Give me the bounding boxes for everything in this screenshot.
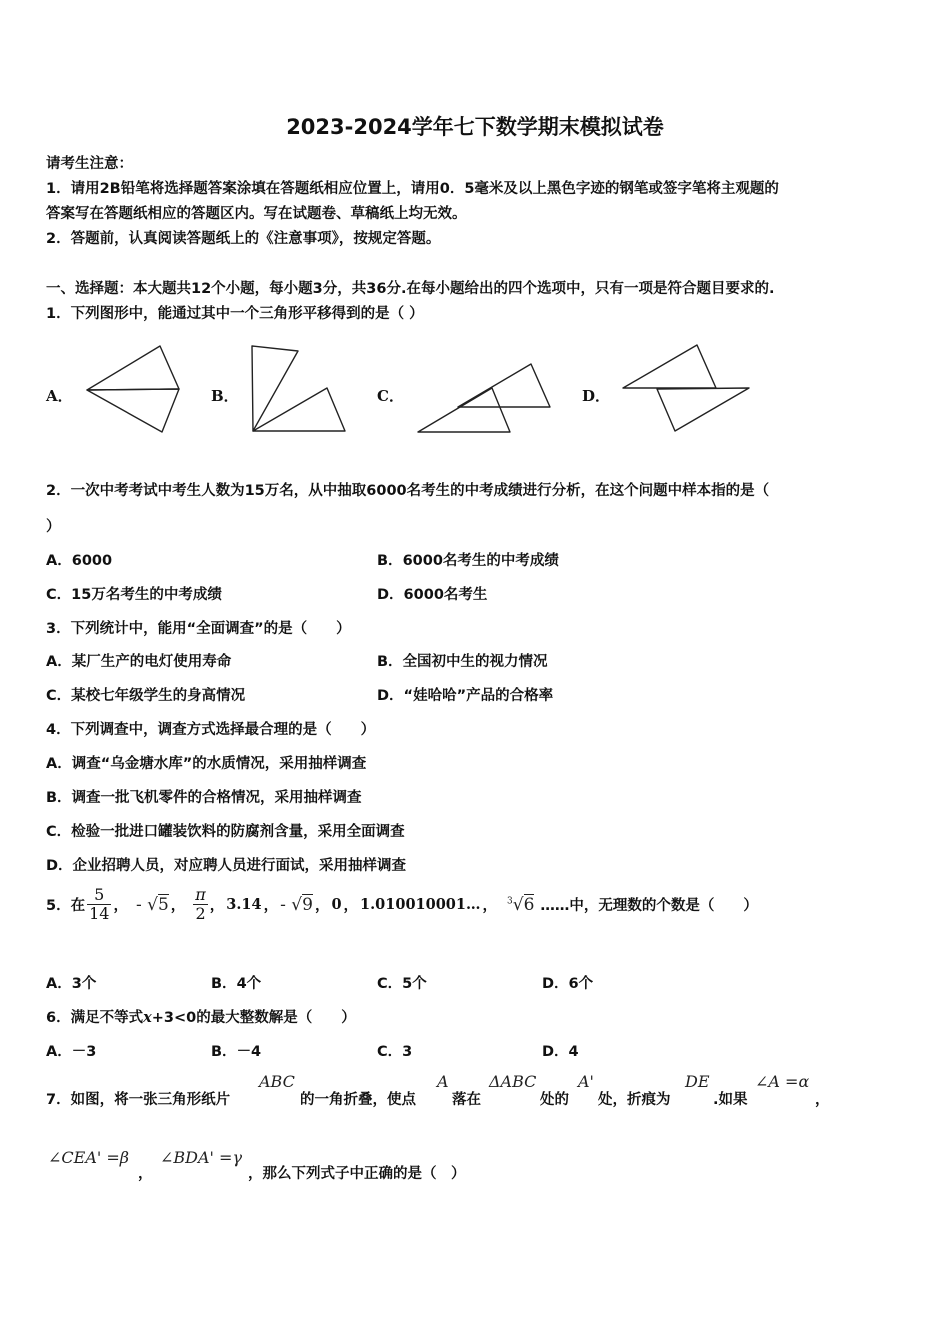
question-4-option-a: [46, 752, 366, 773]
question-5-option-d: [542, 972, 593, 993]
option-text: 3个: [71, 976, 97, 992]
separator: ，: [314, 898, 330, 915]
question-2-stem-cont: ）: [46, 519, 61, 535]
fraction-5-over-14: [87, 886, 111, 924]
option-label: C．: [377, 1044, 403, 1060]
question-7-p7: ，: [815, 1092, 830, 1108]
radicand: 9: [302, 894, 313, 915]
option-label: A．: [46, 976, 72, 992]
question-1-figures: [0, 0, 950, 460]
question-7-math-abc: ABC: [259, 1072, 295, 1091]
option-label: B．: [377, 654, 403, 670]
option-label: B．: [377, 553, 403, 569]
separator: ，: [343, 898, 359, 915]
question-7-p3: 落在: [452, 1092, 481, 1108]
figure-d-flipped-triangles: [623, 345, 749, 431]
question-6-option-a: [46, 1040, 96, 1061]
question-2-option-c: [46, 583, 222, 604]
root-index: 3: [507, 896, 513, 907]
question-1-option-a-label: A．: [46, 387, 73, 405]
denominator: 14: [89, 904, 110, 924]
question-7-math-angle-bda-gamma: ∠BDA' =γ: [160, 1148, 242, 1167]
option-text: 6000名考生: [403, 587, 488, 603]
option-text: 检验一批进口罐装饮料的防腐剂含量，采用全面调查: [71, 824, 405, 840]
option-label: D．: [46, 858, 73, 874]
question-3-option-d: [377, 684, 553, 705]
question-4-option-c: [46, 820, 405, 841]
question-2-option-a: [46, 549, 112, 570]
neg-sqrt-9: - √9: [280, 894, 313, 915]
question-7-math-triangle-abc: ΔABC: [489, 1072, 537, 1091]
radicand: 5: [157, 894, 169, 915]
option-text: 企业招聘人员，对应聘人员进行面试，采用抽样调查: [72, 858, 407, 874]
separator: ，: [263, 898, 279, 915]
notice-heading: 请考生注意：: [46, 156, 133, 172]
notice-item-2: 2．答题前，认真阅读答题纸上的《注意事项》，按规定答题。: [46, 231, 441, 247]
number-repeating-decimal: 1.010010001…: [360, 896, 481, 914]
cube-root-6: $^3$√6: [507, 894, 535, 915]
option-text: －4: [236, 1044, 262, 1060]
section-heading: 一、选择题：本大题共12个小题，每小题3分，共36分.在每小题给出的四个选项中，只有一项是符合题目要求的.: [46, 281, 775, 297]
question-7-p8: ，: [138, 1166, 153, 1182]
option-text: “娃哈哈”产品的合格率: [403, 688, 554, 704]
option-label: D．: [377, 587, 404, 603]
option-text: 某校七年级学生的身高情况: [71, 688, 246, 704]
question-7-p6: .如果: [713, 1092, 748, 1108]
question-2-stem: 2．一次中考考试中考生人数为15万名，从中抽取6000名考生的中考成绩进行分析，在这个问题中样本指的是（: [46, 483, 770, 499]
figure-a-kite-triangles: [87, 346, 179, 432]
stem-prefix: 5．在: [46, 898, 86, 915]
neg-sqrt-5: - √5: [135, 894, 169, 915]
option-text: 4个: [236, 976, 262, 992]
question-6-option-b: [211, 1040, 261, 1061]
option-text: 3: [402, 1044, 413, 1060]
question-1-option-c-label: C．: [377, 387, 404, 405]
question-1-option-b-label: B．: [211, 387, 239, 405]
radicand: 6: [523, 894, 535, 915]
option-label: B．: [211, 976, 237, 992]
separator: ，: [113, 898, 128, 915]
option-label: C．: [46, 587, 72, 603]
variable-x: x: [143, 1009, 152, 1026]
option-label: C．: [46, 824, 72, 840]
separator: ，: [209, 898, 225, 915]
stem-text: 6．满足不等式: [46, 1010, 144, 1026]
figure-c-translated-triangles: [418, 364, 550, 432]
number-3-14: 3.14: [226, 896, 262, 914]
option-text: 15万名考生的中考成绩: [71, 587, 222, 603]
question-4-option-d: [46, 854, 406, 875]
fraction-pi-over-2: [193, 886, 208, 924]
option-label: D．: [542, 1044, 569, 1060]
question-6-stem: [46, 1006, 356, 1027]
option-label: A．: [46, 1044, 72, 1060]
option-label: B．: [211, 1044, 237, 1060]
question-6-option-d: [542, 1040, 579, 1061]
question-5-option-b: [211, 972, 261, 993]
numerator: π: [195, 885, 206, 904]
question-7-math-a-prime: A': [578, 1072, 594, 1091]
question-7-p5: 处，折痕为: [598, 1092, 671, 1108]
option-text: －3: [71, 1044, 97, 1060]
question-7-math-angle-cea-beta: ∠CEA' =β: [48, 1148, 130, 1167]
option-label: D．: [542, 976, 569, 992]
option-label: A．: [46, 756, 72, 772]
question-3-stem: 3．下列统计中，能用“全面调查”的是（ ）: [46, 621, 351, 637]
number-zero: 0: [331, 896, 342, 914]
question-5-option-c: [377, 972, 427, 993]
option-label: D．: [377, 688, 404, 704]
question-3-option-c: [46, 684, 245, 705]
question-3-option-b: [377, 650, 548, 671]
question-2-option-d: [377, 583, 487, 604]
option-text: 全国初中生的视力情况: [402, 654, 548, 670]
option-label: A．: [46, 553, 72, 569]
notice-item-1: 1．请用2B铅笔将选择题答案涂填在答题纸相应位置上，请用0．5毫米及以上黑色字迹的钢笔或签字笔将主观题的: [46, 181, 779, 197]
question-1-stem: 1．下列图形中，能通过其中一个三角形平移得到的是（ ）: [46, 306, 424, 322]
option-text: 某厂生产的电灯使用寿命: [71, 654, 232, 670]
separator: ，: [482, 898, 497, 915]
question-7-math-de: DE: [685, 1072, 710, 1091]
question-6-option-c: [377, 1040, 412, 1061]
option-text: 4: [568, 1044, 579, 1060]
stem-text: +3<0的最大整数解是（ ）: [151, 1010, 356, 1026]
question-7-math-angle-a-alpha: ∠A =α: [755, 1072, 810, 1091]
question-7-p2: 的一角折叠，使点: [300, 1092, 416, 1108]
option-label: A．: [46, 654, 72, 670]
option-label: B．: [46, 790, 72, 806]
numerator: 5: [94, 885, 105, 904]
minus-sign: -: [135, 894, 142, 915]
option-text: 6个: [568, 976, 594, 992]
question-7-p4: 处的: [540, 1092, 569, 1108]
option-text: 6000名考生的中考成绩: [402, 553, 559, 569]
minus-sign: -: [280, 894, 286, 915]
question-4-stem: 4．下列调查中，调查方式选择最合理的是（ ）: [46, 722, 376, 738]
question-4-option-b: [46, 786, 362, 807]
notice-item-1-cont: 答案写在答题纸相应的答题区内。写在试题卷、草稿纸上均无效。: [46, 206, 467, 222]
question-7-p9: ，那么下列式子中正确的是（ ）: [248, 1166, 466, 1182]
option-text: 5个: [402, 976, 427, 992]
option-label: C．: [377, 976, 403, 992]
denominator: 2: [193, 904, 208, 923]
question-7-math-a: A: [437, 1072, 449, 1091]
option-text: 调查“乌金塘水库”的水质情况，采用抽样调查: [71, 756, 367, 772]
page-title: 2023-2024学年七下数学期末模拟试卷: [286, 115, 664, 139]
option-label: C．: [46, 688, 72, 704]
question-7-p1: 7．如图，将一张三角形纸片: [46, 1092, 231, 1108]
question-1-option-d-label: D．: [582, 387, 611, 405]
stem-suffix: ……中，无理数的个数是（ ）: [540, 898, 758, 915]
figure-b-rotated-triangles: [252, 346, 345, 431]
question-3-option-a: [46, 650, 231, 671]
option-text: 6000: [71, 553, 113, 569]
option-text: 调查一批飞机零件的合格情况，采用抽样调查: [71, 790, 362, 806]
question-2-option-b: [377, 549, 559, 570]
separator: ，: [170, 898, 186, 915]
question-5-option-a: [46, 972, 96, 993]
question-5-stem: [46, 886, 758, 924]
